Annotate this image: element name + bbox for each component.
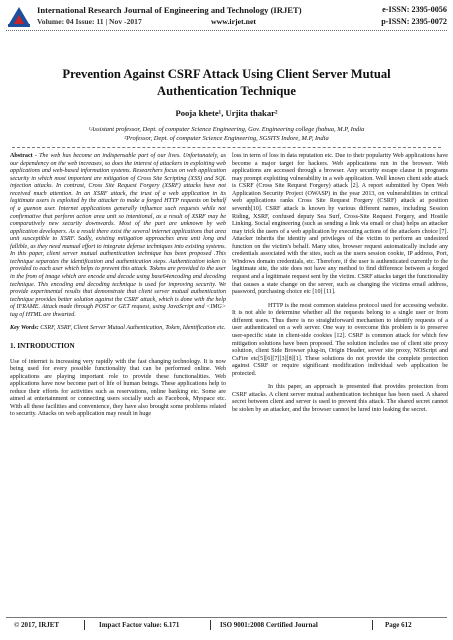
p-issn: p-ISSN: 2395-0072 [381,17,447,26]
footer-divider [6,617,447,618]
journal-logo [6,4,32,28]
footer-separator [372,620,373,630]
introduction-paragraph: Use of internet is increasing very rapidly with the fast changing technology. It is now being used for every possible functionality that can be performed online. Web applications are playing important role to provide these functionalities. Web applications have now become part of life of human beings. These applications help to reduce their efforts for activities such as reservations, online banking etc. Some are aimed at entertainment or connecting users socially such as Facebook, Myspace etc. With all these facilities and convenience, they have also brought some problems related to security. Attacks on web application may result in huge [10,358,226,418]
keywords-text: CSRF, XSRF, Client Server Mutual Authentication, Token, Identification etc. [38,325,226,332]
paper-title [20,66,433,100]
volume-issue: Volume: 04 Issue: 11 | Nov -2017 [37,17,142,26]
journal-header [6,4,447,30]
right-column [232,153,448,421]
footer-iso-certification: ISO 9001:2008 Certified Journal [220,621,318,629]
e-issn: e-ISSN: 2395-0056 [382,5,447,14]
header-divider [6,30,447,31]
body-paragraph-3: In this paper, an approach is presented that provides protection from CSRF attacks. A client server mutual authentication technique has been used. A shared secret between client and server is used to prevent this attack. The shared secret cannot be stolen by an attacker, and the browser cannot be lured into leaking the secret. [232,384,448,413]
abstract-text: The web has become an indispensable part of our lives. Unfortunately, as our dependency on the web increases, so does the interest of attackers in exploiting web applications and web-based information systems. Researchers focus on web application security in which most important are mitigation of Cross Site Scripting (XSS) and SQL injection attacks. In contrast, Cross Site Request Forgery (XSRF) attacks have not received much attention. In an XSRF attack, the trust of a web application in its legitimate users is exploited by the attacker to make a forged HTTP requests on behalf of a guenon user. Internet applications generally influence such requests while not confirmative that perform action area unit so intentional, as a result of XSRF may be comparatively new security downwards. Most of the part are unknown by web application developers. As a result there exist the several internet applications that area unit susceptible to XSRF. Sadly, existing mitigation approaches area unit long and fallible, as they need manual effort to integrate defense techniques into existing systems. In this paper, client server mutual authentication technique has been proposed .This technique separates the identification and authentication steps. Authentication token is provided to each user which helps to prevent this attack. Tokens are provided to the user in the from of image which are encode and decode using base64encoding and decoding technique. This encoding and decoding technique is used for improving security. We provide experimental results that demonstrate that client server mutual authentication technique provides better solution against the CSRF attack, which is done with the help of IFRAME. Attack made through POST or GET request, using JavaScript and <IMG> tag of HTML are thwarted. [10,153,226,318]
keywords-label: Key Words: [10,325,39,332]
footer-copyright: © 2017, IRJET [14,621,60,629]
paper-title-line-2: Authentication Technique [157,84,296,98]
paper-authors: Pooja khete¹, Urjita thakar² [175,108,278,118]
footer-impact-factor: Impact Factor value: 6.171 [99,621,180,629]
abstract [10,153,226,319]
journal-website-link[interactable]: www.irjet.net [211,17,257,26]
left-column [10,153,226,425]
footer-separator [84,620,85,630]
body-paragraph-2: HTTP is the most common stateless protocol used for accessing website. It is not able to determine whether all the requests belong to a single user or from different users. Thus there is no straightforward mechanism to identify requests of a user authenticated on a web server. One way to overcome this problem is to preserve user-specific state in client-side cookies [12]. CSRF is common attack for which few mitigation solutions have been proposed. The solution includes use of client site proxy solution, client Side Browser plug-in, Origin Header, server site proxy, NOScript and CsFire etc[5][6][7][3][8][1]. These solutions do not provide the complete protection against CSRF or require significant modification individual web application be protected. [232,302,448,377]
abstract-label: Abstract - [10,153,37,159]
footer-page-number: Page 612 [385,621,412,629]
author-affiliation-1: ¹Assistant professor, Dept. of computer Science Engineering, Gov. Engineering college jhabua, M.P, India [88,126,365,133]
paper-title-line-1: Prevention Against CSRF Attack Using Client Server Mutual [62,67,391,81]
affiliation-divider [12,147,441,148]
section-heading-introduction: 1. INTRODUCTION [10,341,75,350]
body-paragraph-1: loss in term of loss in data reputation etc. Due to their popularity Web applications have become a major target for hackers. Web applications run in the browser. Web applications are accessed through a browser. Any security escape clause in programs may prompt exploiting vulnerability in a web application. Well known client side attack is CSRF (Cross Site Request Forgery) attack [2]. A report submitted by Open Web Application Security Project (OWASP) in the year 2013, on vulnerabilities in critical web applications ranks Cross Site Request Forgery (CSRF) attack at position seventh[10]. CSRF attack is known by various different names, including Session Riding, XSRF, confused deputy Sea Surf, Cross-Site Request Forgery, and Hostile Linking. Social engineering (such as sending a link via email or chat) helps an attacker may trick the users of a web application by executing actions of the attackers choice [7]. Attacker inherits the identity and privileges of the victim to perform an undesired function on the victim's behalf. Many sites, browser request automatically include any credentials associated with the sites, such as the users session cookie, IP address, Port, Windows domain credentials, etc. Therefore, if the user is authenticated currently to the legitimate site, the site does not have any method to find difference between a forged request and a legitimate request sent by the victim. CSRF attacks target the functionality that causes a state change on the server, such as changing the victims email address, password, purchasing choice etc [10] [11]. [232,153,448,296]
keywords [10,325,226,333]
author-affiliation-2: ²Professor, Dept. of computer Science Engineering, SGSITS Indore, M.P, India [124,135,329,142]
journal-name: International Research Journal of Engineering and Technology (IRJET) [37,5,302,15]
footer-separator [210,620,211,630]
